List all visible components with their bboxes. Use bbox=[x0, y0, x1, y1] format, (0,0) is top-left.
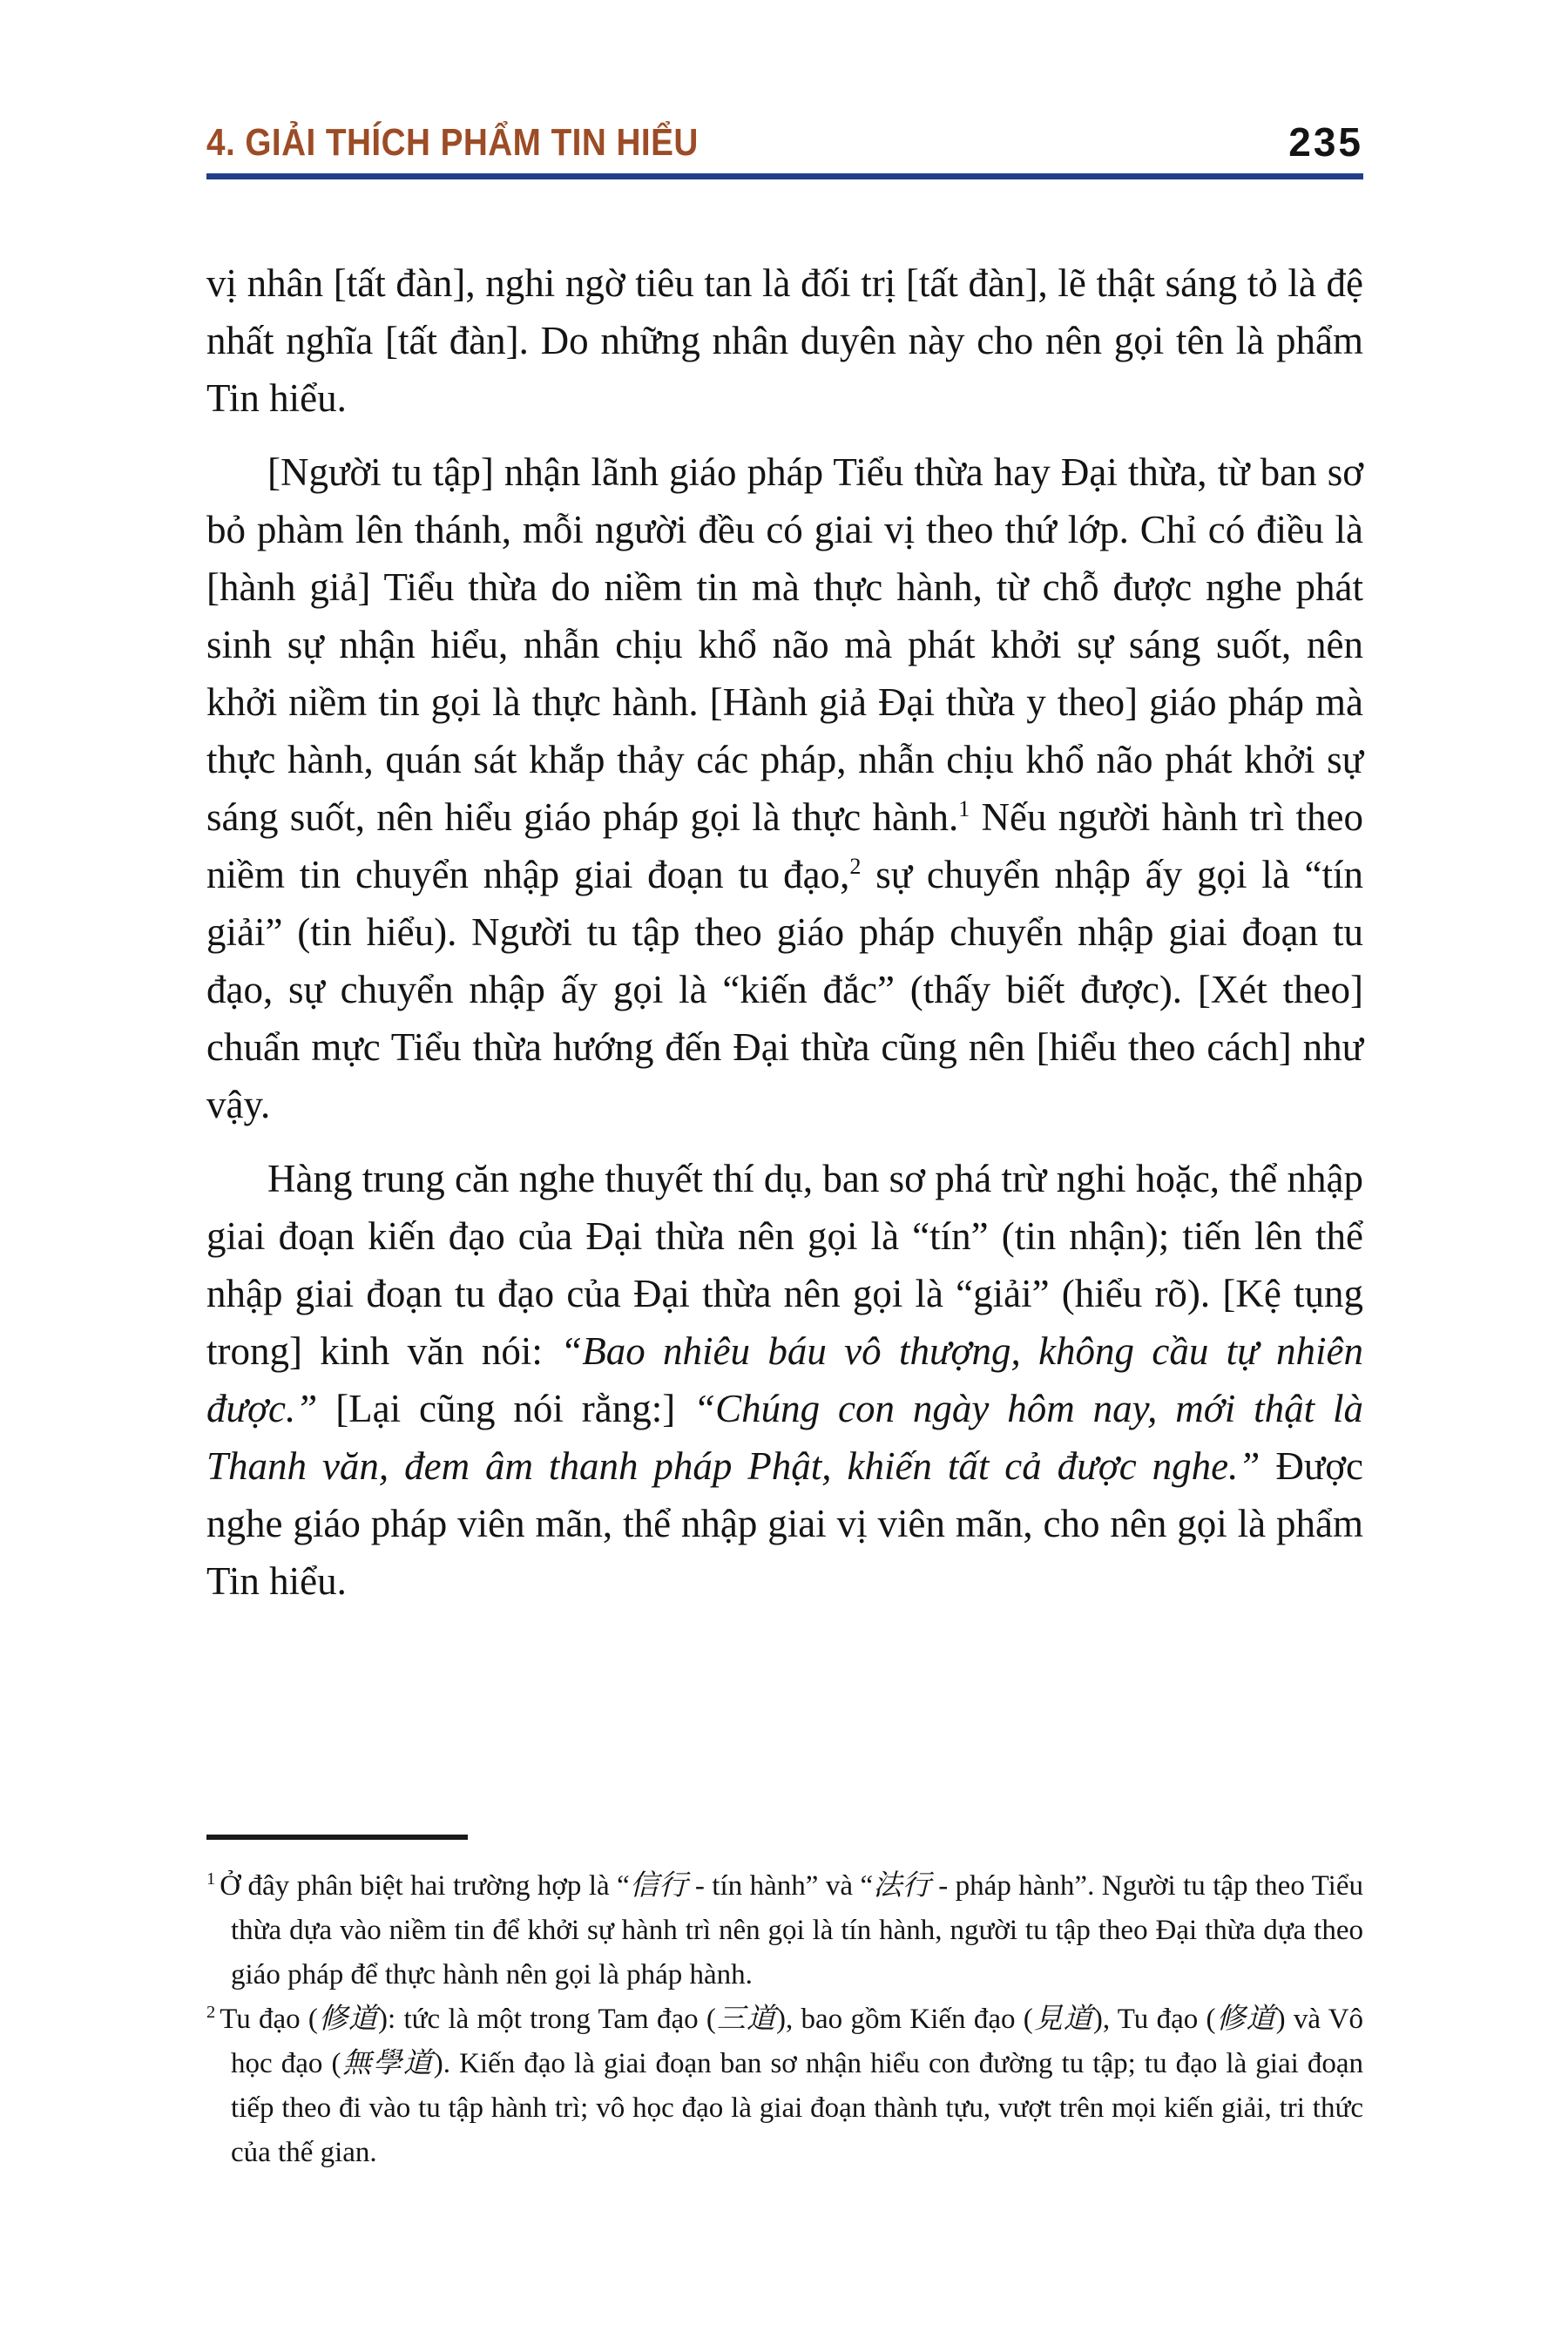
footnote-list bbox=[206, 1864, 1363, 2175]
text-segment: 三道 bbox=[715, 2004, 776, 2035]
text-segment: Ở đây phân biệt hai trường hợp là “ bbox=[220, 1870, 630, 1902]
text-segment: “Chúng con ngày hôm nay, mới thật là Thanh văn, đem âm thanh pháp Phật, khiến tất cả được nghe.” bbox=[206, 1387, 1364, 1488]
footnote-marker: 2 bbox=[206, 2003, 216, 2022]
text-segment: Nếu người hành trì theo niềm tin chuyển nhập giai đoạn tu đạo, bbox=[206, 795, 1363, 896]
footnote-separator bbox=[206, 1835, 468, 1840]
text-segment: 無學道 bbox=[341, 2048, 434, 2079]
text-segment: 法行 bbox=[873, 1870, 931, 1902]
text-segment: 信行 bbox=[629, 1870, 688, 1902]
body-paragraph bbox=[206, 443, 1363, 1133]
footnote-marker: 1 bbox=[206, 1869, 216, 1889]
page-number: 235 bbox=[1288, 119, 1363, 165]
body-paragraph bbox=[206, 254, 1363, 427]
body-text bbox=[206, 254, 1363, 1626]
footnote-item bbox=[206, 1997, 1363, 2175]
text-segment: ), Tu đạo ( bbox=[1092, 2004, 1216, 2035]
text-segment: Được nghe giáo pháp viên mãn, thể nhập giai vị viên mãn, cho nên gọi là phẩm Tin hiểu. bbox=[206, 1444, 1363, 1603]
header-rule bbox=[206, 173, 1363, 179]
text-segment: ): tức là một trong Tam đạo ( bbox=[378, 2004, 716, 2035]
text-segment: Tu đạo ( bbox=[220, 2004, 318, 2035]
text-segment: sự chuyển nhập ấy gọi là “tín giải” (tin hiểu). Người tu tập theo giáo pháp chuyển nhập giai đoạn tu đạo, sự chuyển nhập ấy gọi là “kiến đắc” (thấy biết được). [Xét theo] chuẩn mực Tiểu thừa hướng đến Đại thừa cũng nên [hiểu theo cách] như vậy. bbox=[206, 853, 1363, 1126]
text-segment: ) và Vô học đạo ( bbox=[231, 2004, 1364, 2079]
text-segment: “Bao nhiêu báu vô thượng, không cầu tự nhiên được.” bbox=[206, 1329, 1363, 1430]
text-segment: [Người tu tập] nhận lãnh giáo pháp Tiểu thừa hay Đại thừa, từ ban sơ bỏ phàm lên thánh, mỗi người đều có giai vị theo thứ lớp. Chỉ có điều là [hành giả] Tiểu thừa do niềm tin mà thực hành, từ chỗ được nghe phát sinh sự nhận hiểu, nhẫn chịu khổ não mà phát khởi sự sáng suốt, nên khởi niềm tin gọi là thực hành. [Hành giả Đại thừa y theo] giáo pháp mà thực hành, quán sát khắp thảy các pháp, nhẫn chịu khổ não phát khởi sự sáng suốt, nên hiểu giáo pháp gọi là thực hành. bbox=[206, 450, 1363, 839]
footnote-reference: 2 bbox=[849, 854, 862, 879]
text-segment: [Lại cũng nói rằng:] bbox=[317, 1387, 694, 1430]
running-header-title: 4. GIẢI THÍCH PHẨM TIN HIỂU bbox=[206, 121, 699, 164]
running-header bbox=[206, 119, 1363, 165]
text-segment: - pháp hành”. Người tu tập theo Tiểu thừa dựa vào niềm tin để khởi sự hành trì nên gọi là tín hành, người tu tập theo Đại thừa dựa theo giáo pháp để thực hành nên gọi là pháp hành. bbox=[231, 1870, 1363, 1990]
footnote-reference: 1 bbox=[958, 796, 970, 821]
text-segment: 見道 bbox=[1032, 2004, 1093, 2035]
text-segment: 修道 bbox=[317, 2004, 379, 2035]
text-segment: vị nhân [tất đàn], nghi ngờ tiêu tan là đối trị [tất đàn], lẽ thật sáng tỏ là đệ nhất nghĩa [tất đàn]. Do những nhân duyên này cho nên gọi tên là phẩm Tin hiểu. bbox=[206, 261, 1363, 420]
text-segment: ), bao gồm Kiến đạo ( bbox=[776, 2004, 1033, 2035]
footnote-area bbox=[206, 1835, 1363, 2175]
text-segment: 修道 bbox=[1215, 2004, 1276, 2035]
text-segment: Hàng trung căn nghe thuyết thí dụ, ban sơ phá trừ nghi hoặc, thể nhập giai đoạn kiến đạo của Đại thừa nên gọi là “tín” (tin nhận); tiến lên thể nhập giai đoạn tu đạo của Đại thừa nên gọi là “giải” (hiểu rõ). [Kệ tụng trong] kinh văn nói: bbox=[206, 1157, 1363, 1373]
text-segment: - tín hành” và “ bbox=[687, 1870, 874, 1902]
text-segment: ). Kiến đạo là giai đoạn ban sơ nhận hiểu con đường tu tập; tu đạo là giai đoạn tiếp theo đi vào tu tập hành trì; vô học đạo là giai đoạn thành tựu, vượt trên mọi kiến giải, tri thức của thế gian. bbox=[231, 2048, 1364, 2168]
body-paragraph bbox=[206, 1150, 1363, 1610]
footnote-item bbox=[206, 1864, 1363, 1997]
